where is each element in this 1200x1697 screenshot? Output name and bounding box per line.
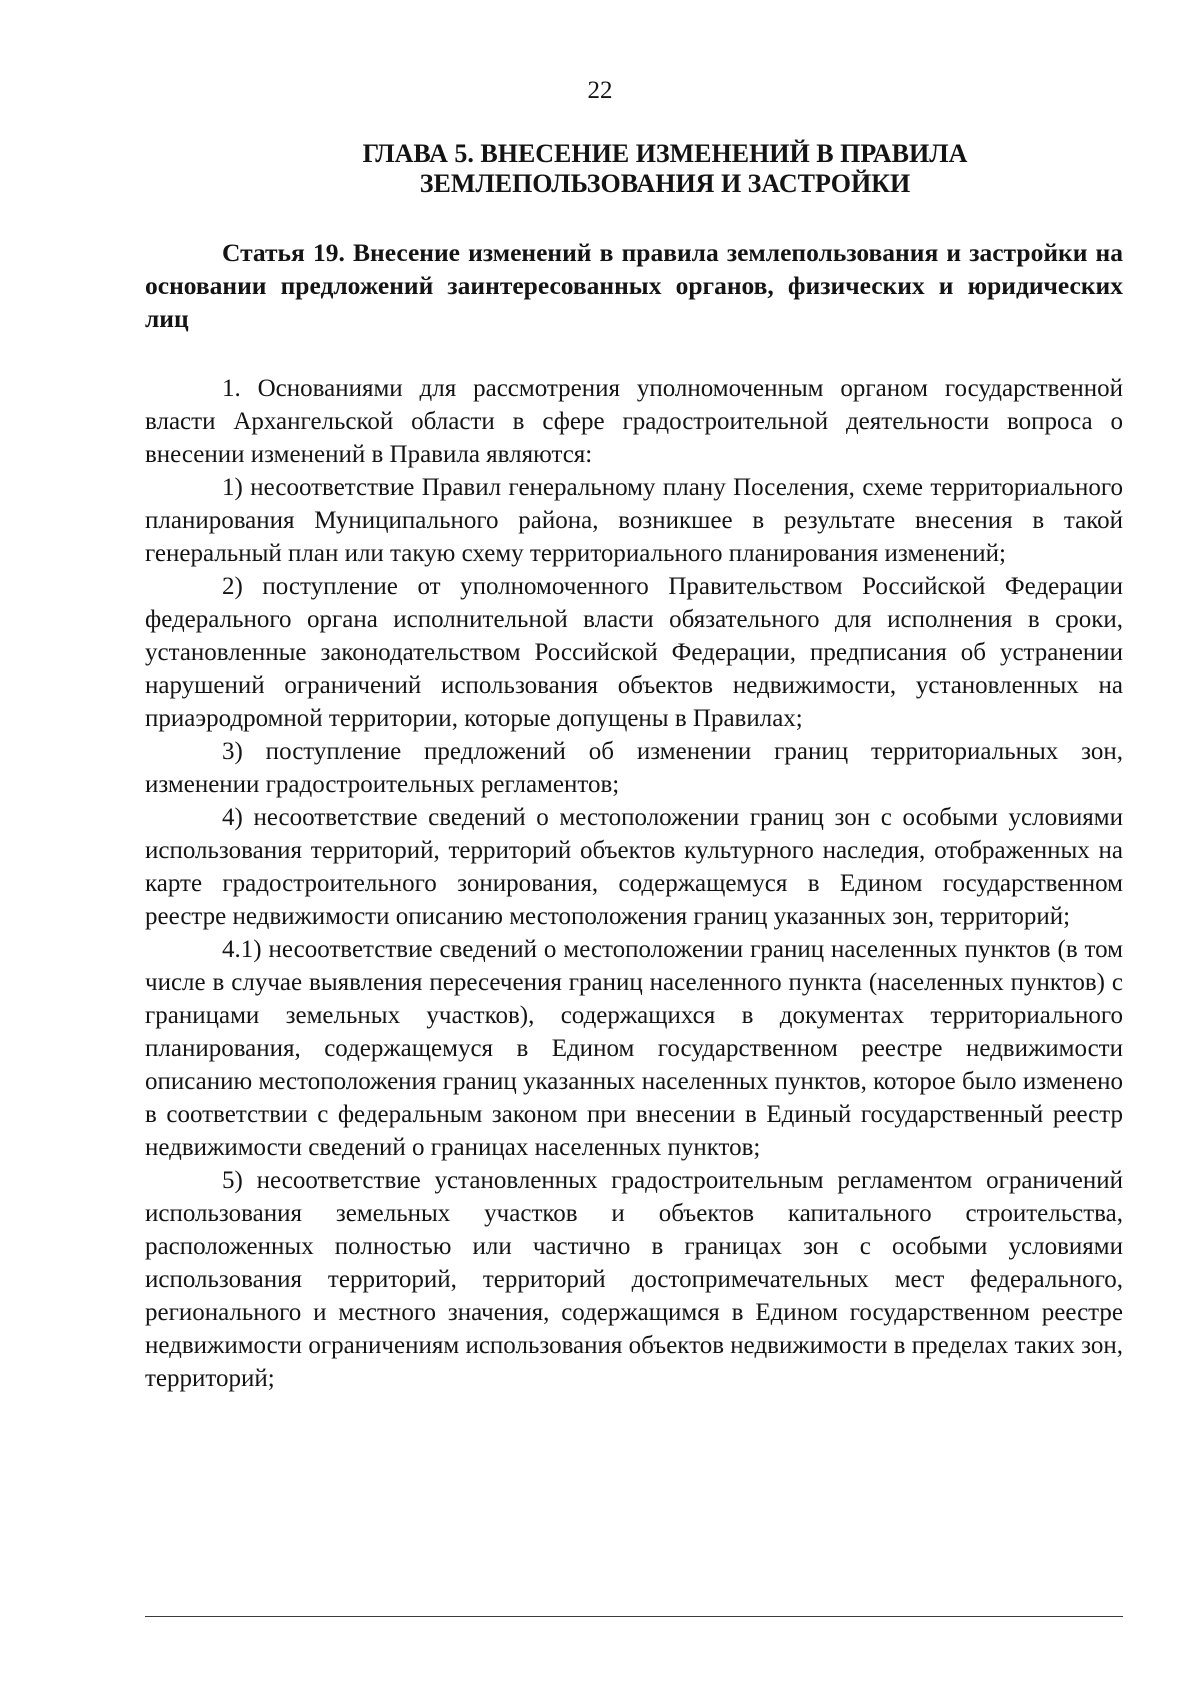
- footer-divider: [145, 1616, 1123, 1617]
- list-item-3: 3) поступление предложений об изменении границ территориальных зон, изменении градостроительных регламентов;: [145, 738, 1123, 798]
- list-item-4: 4) несоответствие сведений о местоположении границ зон с особыми условиями использования территорий, территорий объектов культурного наследия, отображенных на карте градостроительного зонирования, содержащемуся в Едином государственном реестре недвижимости описанию местоположения границ указанных зон, территорий;: [145, 804, 1123, 930]
- list-item-4-1: 4.1) несоответствие сведений о местоположении границ населенных пунктов (в том числе в случае выявления пересечения границ населенного пункта (населенных пунктов) с границами земельных участков), содержащихся в документах территориального планирования, содержащемуся в Едином государственном реестре недвижимости описанию местоположения границ указанных населенных пунктов, которое было изменено в соответствии с федеральным законом при внесении в Единый государственный реестр недвижимости сведений о границах населенных пунктов;: [145, 936, 1123, 1161]
- chapter-title-line-2: ЗЕМЛЕПОЛЬЗОВАНИЯ И ЗАСТРОЙКИ: [419, 169, 911, 198]
- paragraph-1: 1. Основаниями для рассмотрения уполномоченным органом государственной власти Архангельской области в сфере градостроительной деятельности вопроса о внесении изменений в Правила являются:: [145, 375, 1123, 468]
- article-body: [145, 372, 1123, 1395]
- list-item-1: 1) несоответствие Правил генеральному плану Поселения, схеме территориального планирования Муниципального района, возникшее в результате внесения в такой генеральный план или такую схему территориального планирования изменений;: [145, 474, 1123, 567]
- list-item-2: 2) поступление от уполномоченного Правительством Российской Федерации федерального органа исполнительной власти обязательного для исполнения в сроки, установленные законодательством Российской Федерации, предписания об устранении нарушений ограничений использования объектов недвижимости, установленных на приаэродромной территории, которые допущены в Правилах;: [145, 573, 1123, 732]
- page-number: 22: [587, 77, 613, 104]
- article-title: Статья 19. Внесение изменений в правила землепользования и застройки на основании предложений заинтересованных органов, физических и юридических лиц: [145, 238, 1123, 333]
- chapter-title-line-1: ГЛАВА 5. ВНЕСЕНИЕ ИЗМЕНЕНИЙ В ПРАВИЛА: [362, 139, 968, 168]
- chapter-title: [250, 139, 1080, 199]
- list-item-5: 5) несоответствие установленных градостроительным регламентом ограничений использования земельных участков и объектов капитального строительства, расположенных полностью или частично в границах зон с особыми условиями использования территорий, территорий достопримечательных мест федерального, регионального и местного значения, содержащимся в Едином государственном реестре недвижимости ограничениям использования объектов недвижимости в пределах таких зон, территорий;: [145, 1167, 1123, 1392]
